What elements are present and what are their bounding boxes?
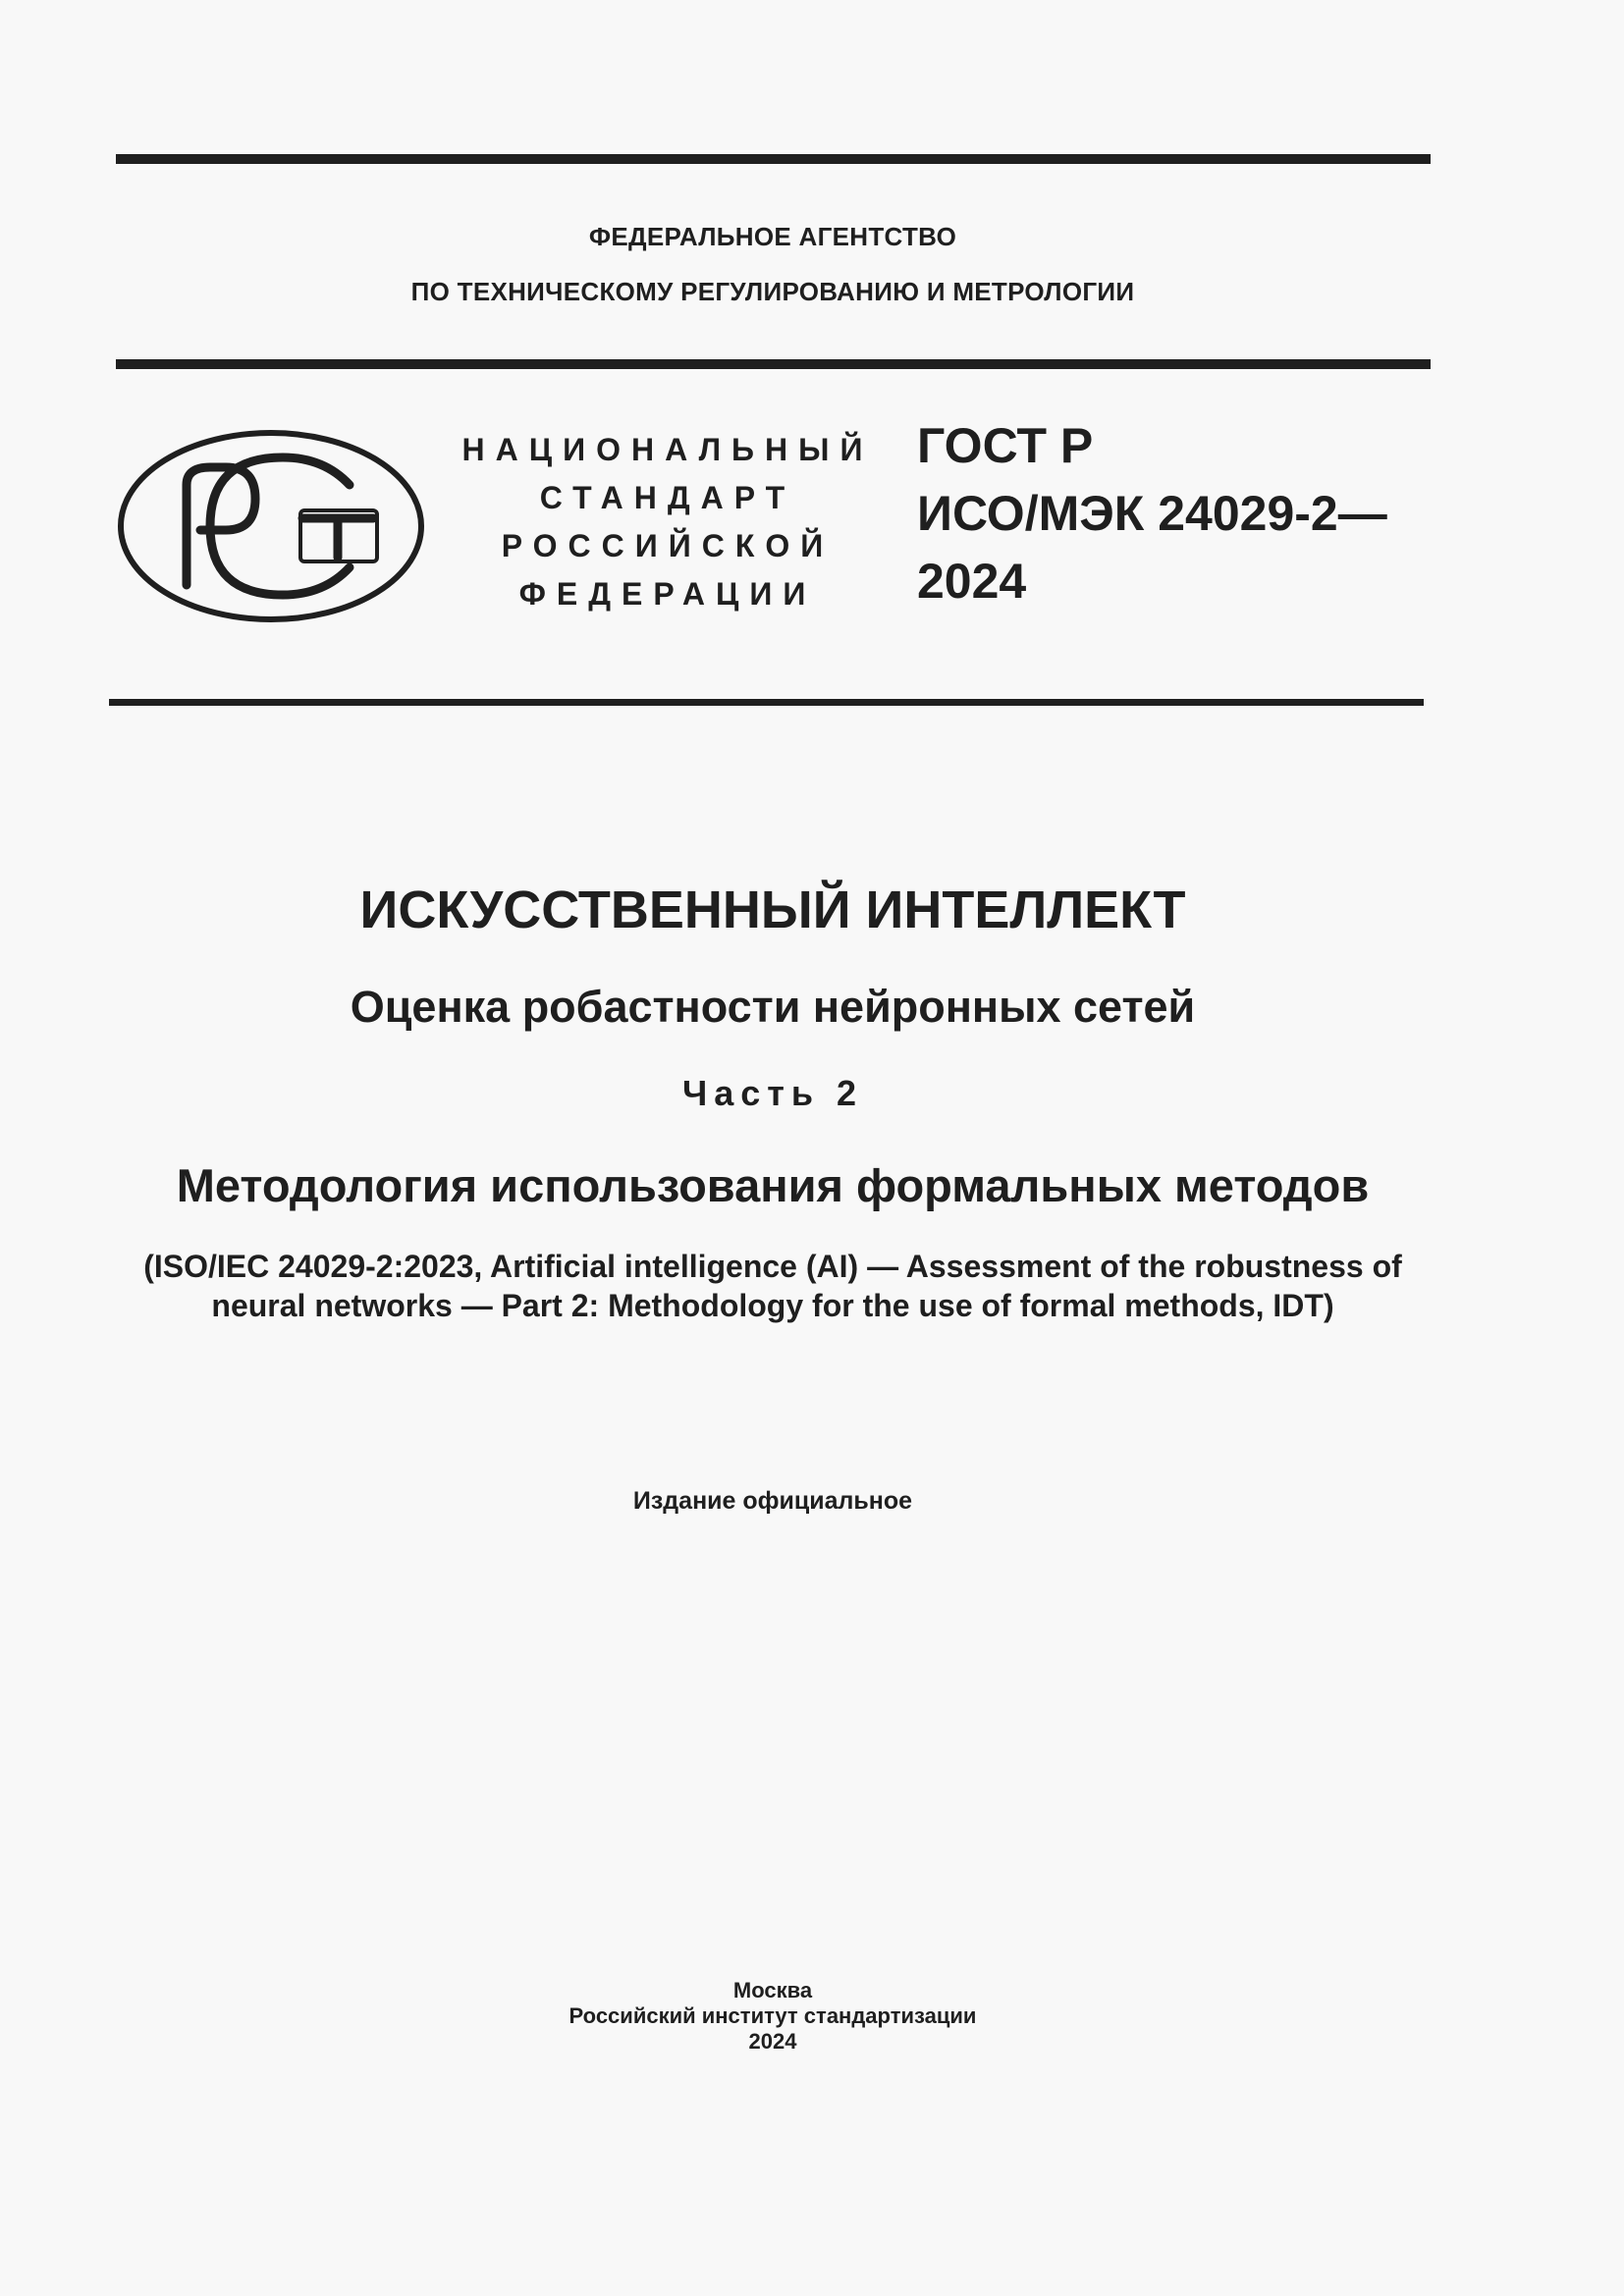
standard-type-line-1: НАЦИОНАЛЬНЫЙ xyxy=(461,432,874,467)
publisher-block xyxy=(0,1978,1545,2055)
designation-line-1: ГОСТ Р xyxy=(917,418,1094,473)
standard-type-line-2: СТАНДАРТ xyxy=(539,480,796,515)
part-number: Часть 2 xyxy=(681,1073,864,1113)
designation-bottom-rule xyxy=(109,699,1424,706)
document-title: ИСКУССТВЕННЫЙ ИНТЕЛЛЕКТ xyxy=(359,881,1186,939)
rst-certification-mark-icon xyxy=(116,428,426,624)
header-bottom-rule xyxy=(116,359,1431,369)
publisher-city: Москва xyxy=(732,1978,813,2002)
standard-type xyxy=(442,426,893,618)
designation-line-3: 2024 xyxy=(917,554,1027,609)
international-reference-line-1: (ISO/IEC 24029-2:2023, Artificial intelligence (AI) — Assessment of the robustness of xyxy=(143,1249,1402,1284)
top-rule xyxy=(116,154,1431,164)
agency-line-2: ПО ТЕХНИЧЕСКОМУ РЕГУЛИРОВАНИЮ И МЕТРОЛОГИИ xyxy=(410,277,1135,306)
publisher-year: 2024 xyxy=(748,2029,797,2054)
publisher-name: Российский институт стандартизации xyxy=(568,2003,977,2028)
part-title: Методология использования формальных методов xyxy=(176,1159,1370,1211)
standard-designation xyxy=(917,412,1387,615)
edition-label: Издание официальное xyxy=(632,1487,913,1515)
international-reference xyxy=(0,1247,1545,1325)
designation-line-2: ИСО/МЭК 24029-2— xyxy=(917,486,1387,541)
agency-line-1: ФЕДЕРАЛЬНОЕ АГЕНТСТВО xyxy=(588,222,957,251)
standard-type-line-4: ФЕДЕРАЦИИ xyxy=(518,576,817,612)
standard-type-line-3: РОССИЙСКОЙ xyxy=(501,528,835,563)
international-reference-line-2: neural networks — Part 2: Methodology for the use of formal methods, IDT) xyxy=(211,1288,1334,1323)
document-subtitle: Оценка робастности нейронных сетей xyxy=(350,982,1196,1032)
